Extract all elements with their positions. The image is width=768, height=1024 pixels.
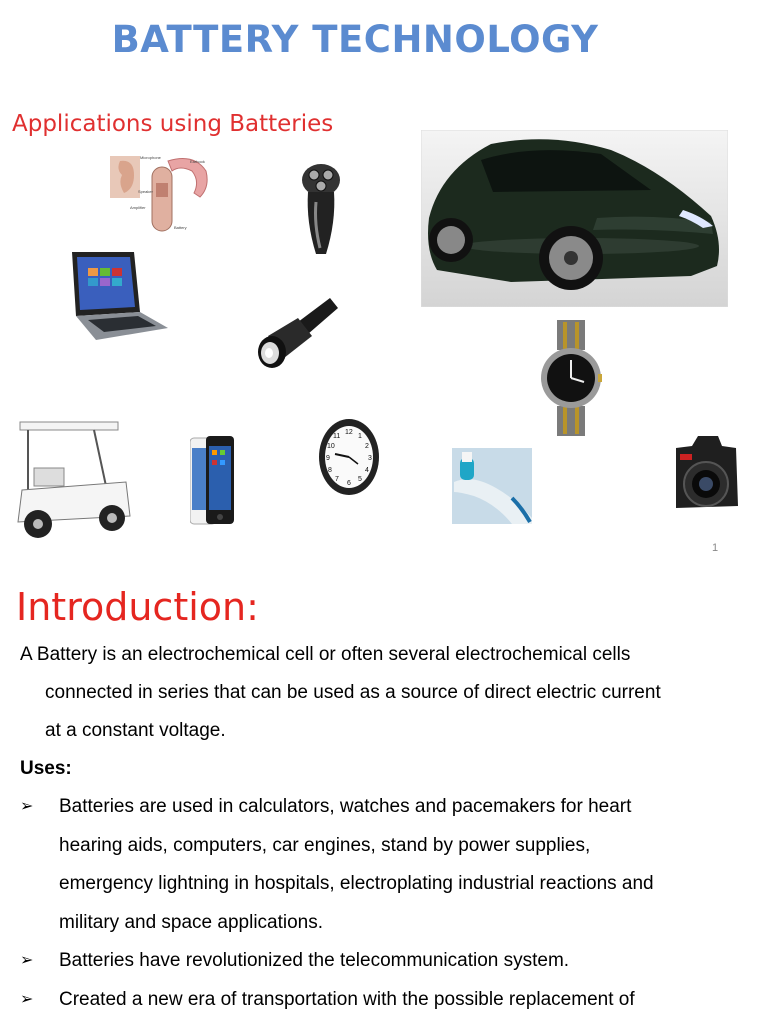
golf-cart-image	[14, 420, 132, 544]
list-item-line: Batteries have revolutionized the telecommunication system.	[59, 950, 570, 971]
hearing-aid-image	[110, 153, 215, 235]
svg-text:8: 8	[328, 467, 332, 474]
paragraph-line: connected in series that can be used as a source of direct electric current	[45, 682, 661, 703]
list-item-line: hearing aids, computers, car engines, stand by power supplies,	[59, 834, 591, 856]
laptop-image	[68, 250, 170, 342]
svg-text:Amplifier: Amplifier	[130, 205, 146, 210]
svg-text:6: 6	[347, 480, 351, 487]
introduction-heading: Introduction:	[16, 585, 259, 629]
battery-definition-paragraph	[20, 636, 750, 750]
svg-text:Earhook: Earhook	[190, 159, 205, 164]
list-item-line: Created a new era of transportation with the possible replacement of	[59, 988, 635, 1010]
list-item-line: emergency lightning in hospitals, electroplating industrial reactions and	[59, 873, 654, 894]
camera-image	[672, 434, 740, 516]
list-item-line: military and space applications.	[59, 911, 324, 933]
applications-heading: Applications using Batteries	[12, 111, 334, 137]
svg-text:11: 11	[333, 433, 341, 440]
uses-list	[20, 788, 750, 1019]
list-item	[20, 788, 750, 942]
list-item	[20, 942, 750, 981]
uses-label: Uses:	[20, 758, 72, 779]
svg-text:9: 9	[326, 455, 330, 462]
svg-text:2: 2	[365, 443, 369, 450]
electric-car-image	[421, 130, 728, 307]
flashlight-image	[254, 296, 338, 372]
paragraph-line: A Battery is an electrochemical cell or often several electrochemical cells	[20, 644, 631, 665]
svg-text:3: 3	[368, 455, 372, 462]
svg-text:7: 7	[335, 476, 339, 483]
svg-text:12: 12	[345, 429, 353, 436]
svg-text:10: 10	[327, 443, 335, 450]
svg-text:4: 4	[365, 467, 369, 474]
electric-shaver-image	[300, 162, 342, 258]
svg-text:Battery: Battery	[174, 225, 187, 230]
list-item	[20, 981, 750, 1020]
smartphone-image	[190, 436, 234, 526]
list-item-line: Batteries are used in calculators, watches and pacemakers for heart	[59, 796, 632, 817]
electric-toothbrush-image	[452, 448, 532, 524]
paragraph-line: at a constant voltage.	[45, 720, 226, 741]
wristwatch-image	[540, 318, 602, 438]
arrow-bullet-icon: ➢	[20, 952, 34, 969]
slide-number: 1	[712, 542, 719, 554]
wall-clock-image	[318, 418, 380, 496]
svg-text:Speaker: Speaker	[138, 189, 153, 194]
arrow-bullet-icon: ➢	[20, 990, 34, 1008]
svg-text:5: 5	[358, 476, 362, 483]
arrow-bullet-icon: ➢	[20, 798, 34, 815]
svg-text:Microphone: Microphone	[140, 155, 161, 160]
slide-title: BATTERY TECHNOLOGY	[111, 18, 599, 61]
svg-text:1: 1	[358, 433, 362, 440]
